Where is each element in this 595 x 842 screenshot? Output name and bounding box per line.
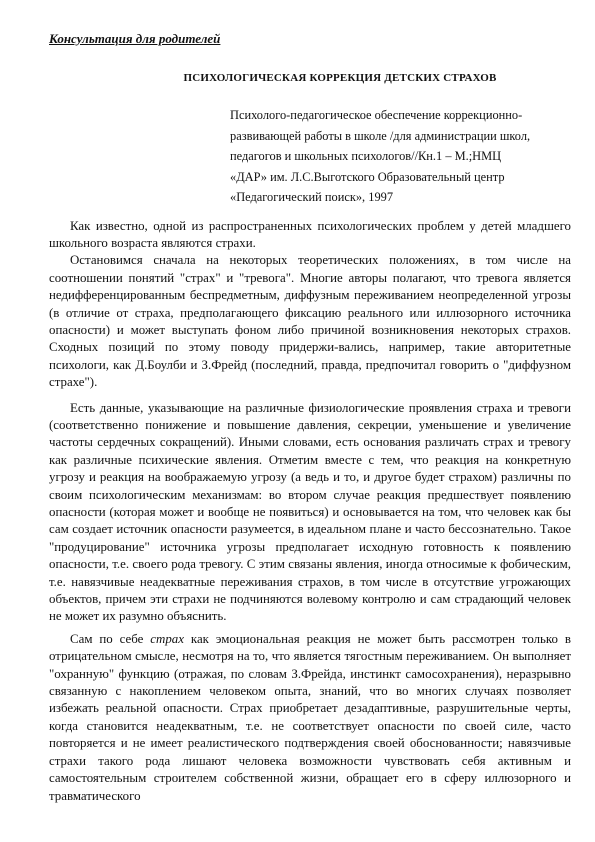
emphasis-fear: страх	[150, 631, 184, 646]
citation-line: Психолого-педагогическое обеспечение коррекционно-	[230, 108, 523, 122]
paragraph-intro: Как известно, одной из распространенных психологических проблем у детей младшего школьного возраста являются страхи.	[49, 218, 571, 250]
citation-line: «ДАР» им. Л.С.Выготского Образовательный центр	[230, 169, 505, 184]
paragraph-text: как эмоциональная реакция не может быть рассмотрен только в отрицательном смысле, несмотря на то, что является тягостным переживанием. Он выполняет "охранную" функцию (отражая, по словам З.Фрейда, инстинкт самосохранения), неразрывно связанную с накоплением человеком опыта, знаний, что во многих случаях позволяет избежать реальной опасности. Страх приобретает дезадаптивные, разрушительные черты, когда становится неадекватным, т.е. не соответствует опасности по своей силе, часто повторяется и не имеет реалистического подтверждения своей обоснованности; навязчивые страхи такого рода лишают человека возможности чувствовать себя активным и самостоятельным строителем собственной жизни, обращает его в сферу иллюзорного и травматического	[49, 631, 571, 803]
paragraph-theory: Остановимся сначала на некоторых теоретических положениях, в том числе на соотношении понятий "страх" и "тревога". Многие авторы полагают, что тревога является недифференцированным беспредметным, диффузным переживанием неопределенной угрозы (в отличие от страха, предполагающего фиксацию реального или иллюзорного источника опасности) и может выступать фоном либо причиной возникновения некоторых страхов. Сходных позиций по этому поводу придержи-вались, например, такие авторитетные психологи, как Д.Боулби и З.Фрейд (последний, правда, предпочитал говорить о "диффузном страхе").	[49, 253, 571, 390]
consultation-heading: Консультация для родителей	[49, 31, 221, 46]
citation-line: «Педагогический поиск», 1997	[230, 190, 394, 204]
paragraph-physiology: Есть данные, указывающие на различные физиологические проявления страха и тревоги (соответственно понижение и повышение давления, секреции, уменьшение и увеличение частоты сердечных сокращений). Иными словами, есть основания различать страх и тревогу как различные психические явления. Отметим вместе с тем, что реакция на конкретную угрозу и реакция на воображаемую угрозу (а ведь и то, и другое будет страхом) различны по своим психологическим механизмам: во втором случае реакция предшествует появлению опасности (которая может и вообще не появиться) и основывается на том, что человек как бы сам создает источник опасности разумеется, в идеальном плане и часто бессознательно. Такое "продуцирование" источника угрозы предполагает исходную готовность к появлению опасности, т.е. своего рода тревогу. С этим связаны явления, иногда относимые к фобическим, т.е. навязчивые неадекватные переживания страхов, в том числе в отсутствие угрожающих объектов, причем эти страхи не подчиняются волевому контролю и сам страдающий человек не может их разумно объяснить.	[49, 400, 571, 624]
article-body	[49, 218, 571, 805]
article-title: ПСИХОЛОГИЧЕСКАЯ КОРРЕКЦИЯ ДЕТСКИХ СТРАХОВ	[183, 72, 497, 84]
paragraph-fear-function	[49, 631, 571, 805]
paragraph-text: Сам по себе	[70, 631, 151, 646]
citation-line: развивающей работы в школе /для администрации школ,	[230, 128, 531, 143]
source-citation	[230, 105, 571, 208]
citation-line: педагогов и школьных психологов//Кн.1 – М.;НМЦ	[230, 149, 502, 163]
